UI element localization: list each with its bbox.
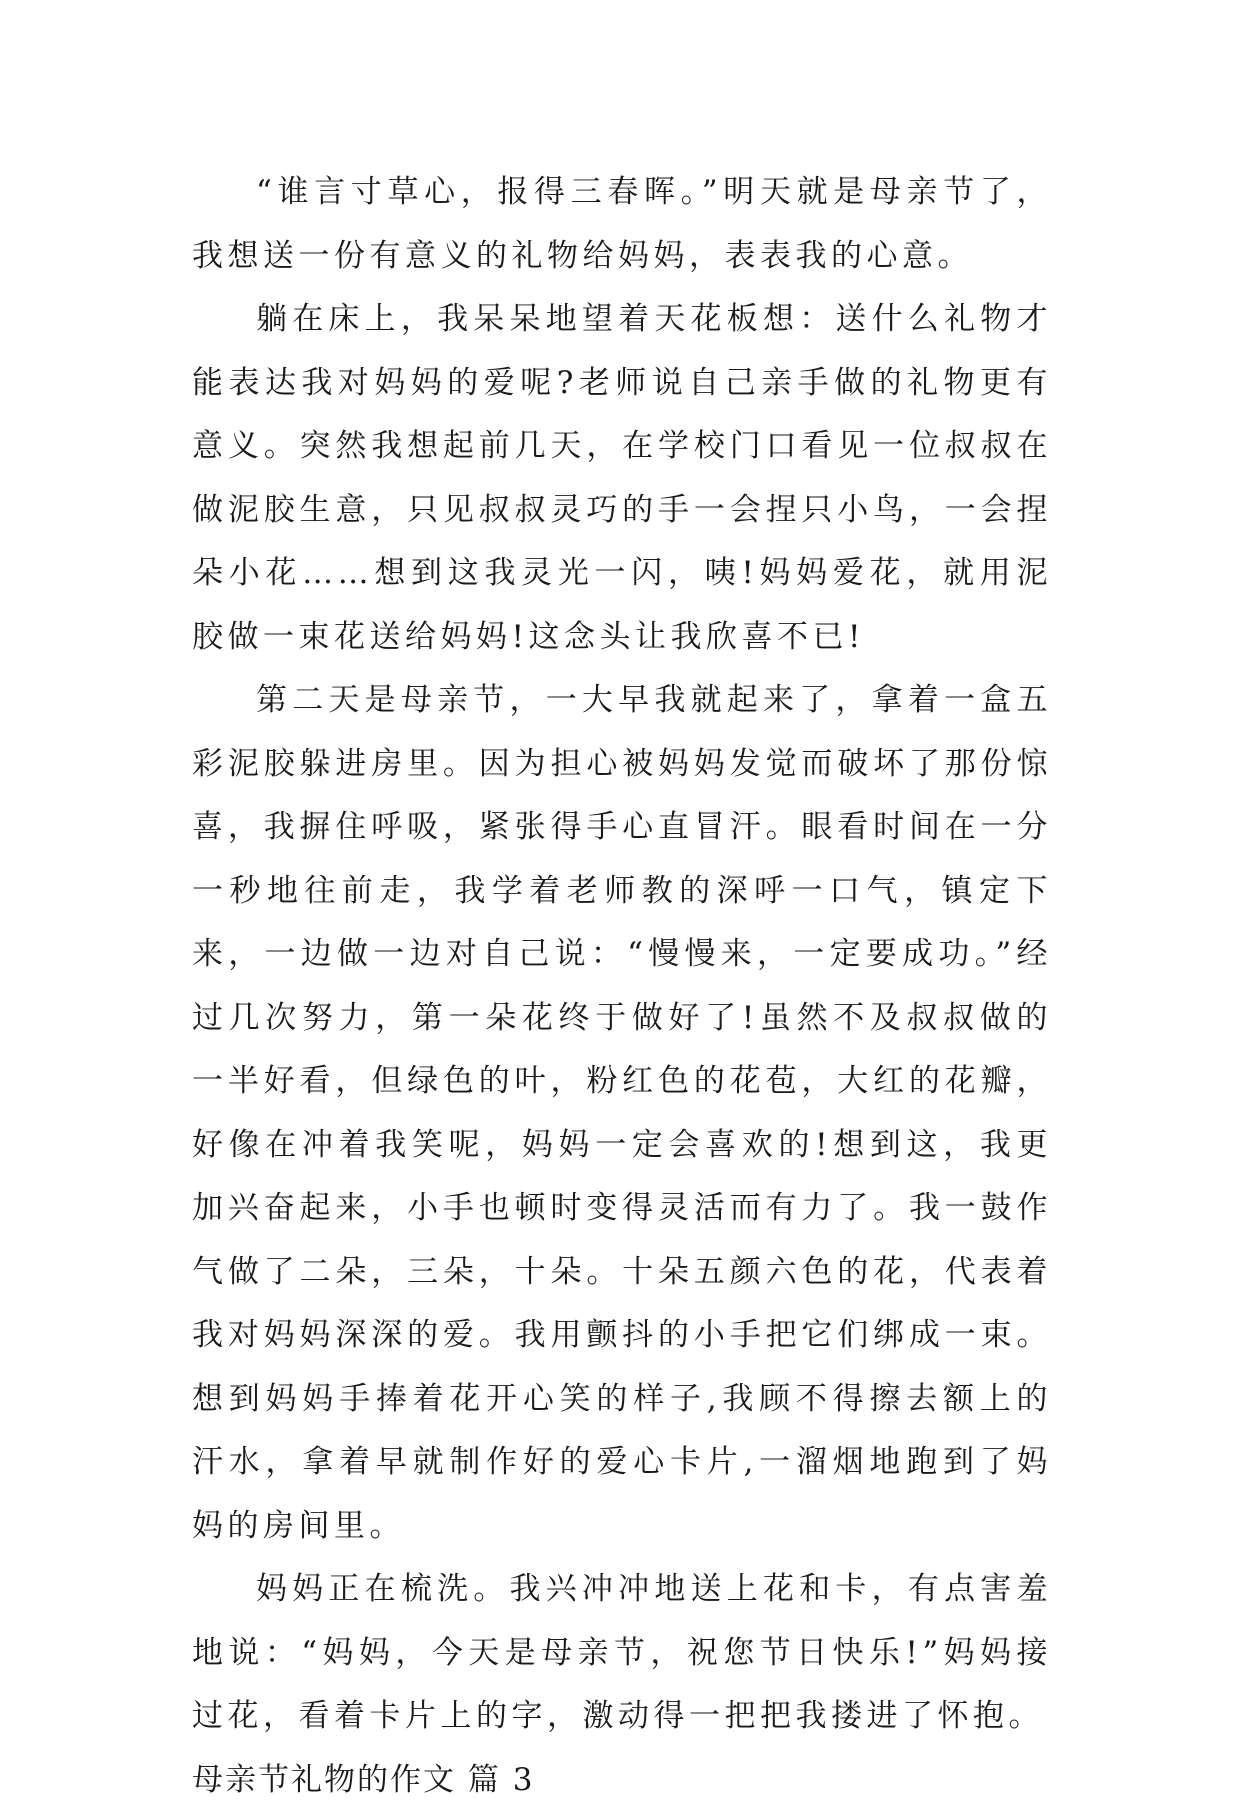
- paragraph-2: 躺在床上，我呆呆地望着天花板想：送什么礼物才能表达我对妈妈的爱呢?老师说自己亲手做的礼物更有意义。突然我想起前几天，在学校门口看见一位叔叔在做泥胶生意，只见叔叔灵巧的手一会捏只小鸟，一会捏朵小花……想到这我灵光一闪，咦!妈妈爱花，就用泥胶做一束花送给妈妈!这念头让我欣喜不已!: [192, 288, 1052, 669]
- paragraph-4: 妈妈正在梳洗。我兴冲冲地送上花和卡，有点害羞地说：“妈妈，今天是母亲节，祝您节日快乐!”妈妈接过花，看着卡片上的字，激动得一把把我搂进了怀抱。: [192, 1558, 1052, 1749]
- section-heading: 母亲节礼物的作文 篇 3: [192, 1749, 1052, 1812]
- paragraph-3: 第二天是母亲节，一大早我就起来了，拿着一盒五彩泥胶躲进房里。因为担心被妈妈发觉而破坏了那份惊喜，我摒住呼吸，紧张得手心直冒汗。眼看时间在一分一秒地往前走，我学着老师教的深呼一口气，镇定下来，一边做一边对自己说：“慢慢来，一定要成功。”经过几次努力，第一朵花终于做好了!虽然不及叔叔做的一半好看，但绿色的叶，粉红色的花苞，大红的花瓣，好像在冲着我笑呢，妈妈一定会喜欢的!想到这，我更加兴奋起来，小手也顿时变得灵活而有力了。我一鼓作气做了二朵，三朵，十朵。十朵五颜六色的花，代表着我对妈妈深深的爱。我用颤抖的小手把它们绑成一束。想到妈妈手捧着花开心笑的样子,我顾不得擦去额上的汗水，拿着早就制作好的爱心卡片,一溜烟地跑到了妈妈的房间里。: [192, 669, 1052, 1558]
- document-body: [192, 161, 1052, 1812]
- paragraph-1: “谁言寸草心，报得三春晖。”明天就是母亲节了，我想送一份有意义的礼物给妈妈，表表我的心意。: [192, 161, 1052, 288]
